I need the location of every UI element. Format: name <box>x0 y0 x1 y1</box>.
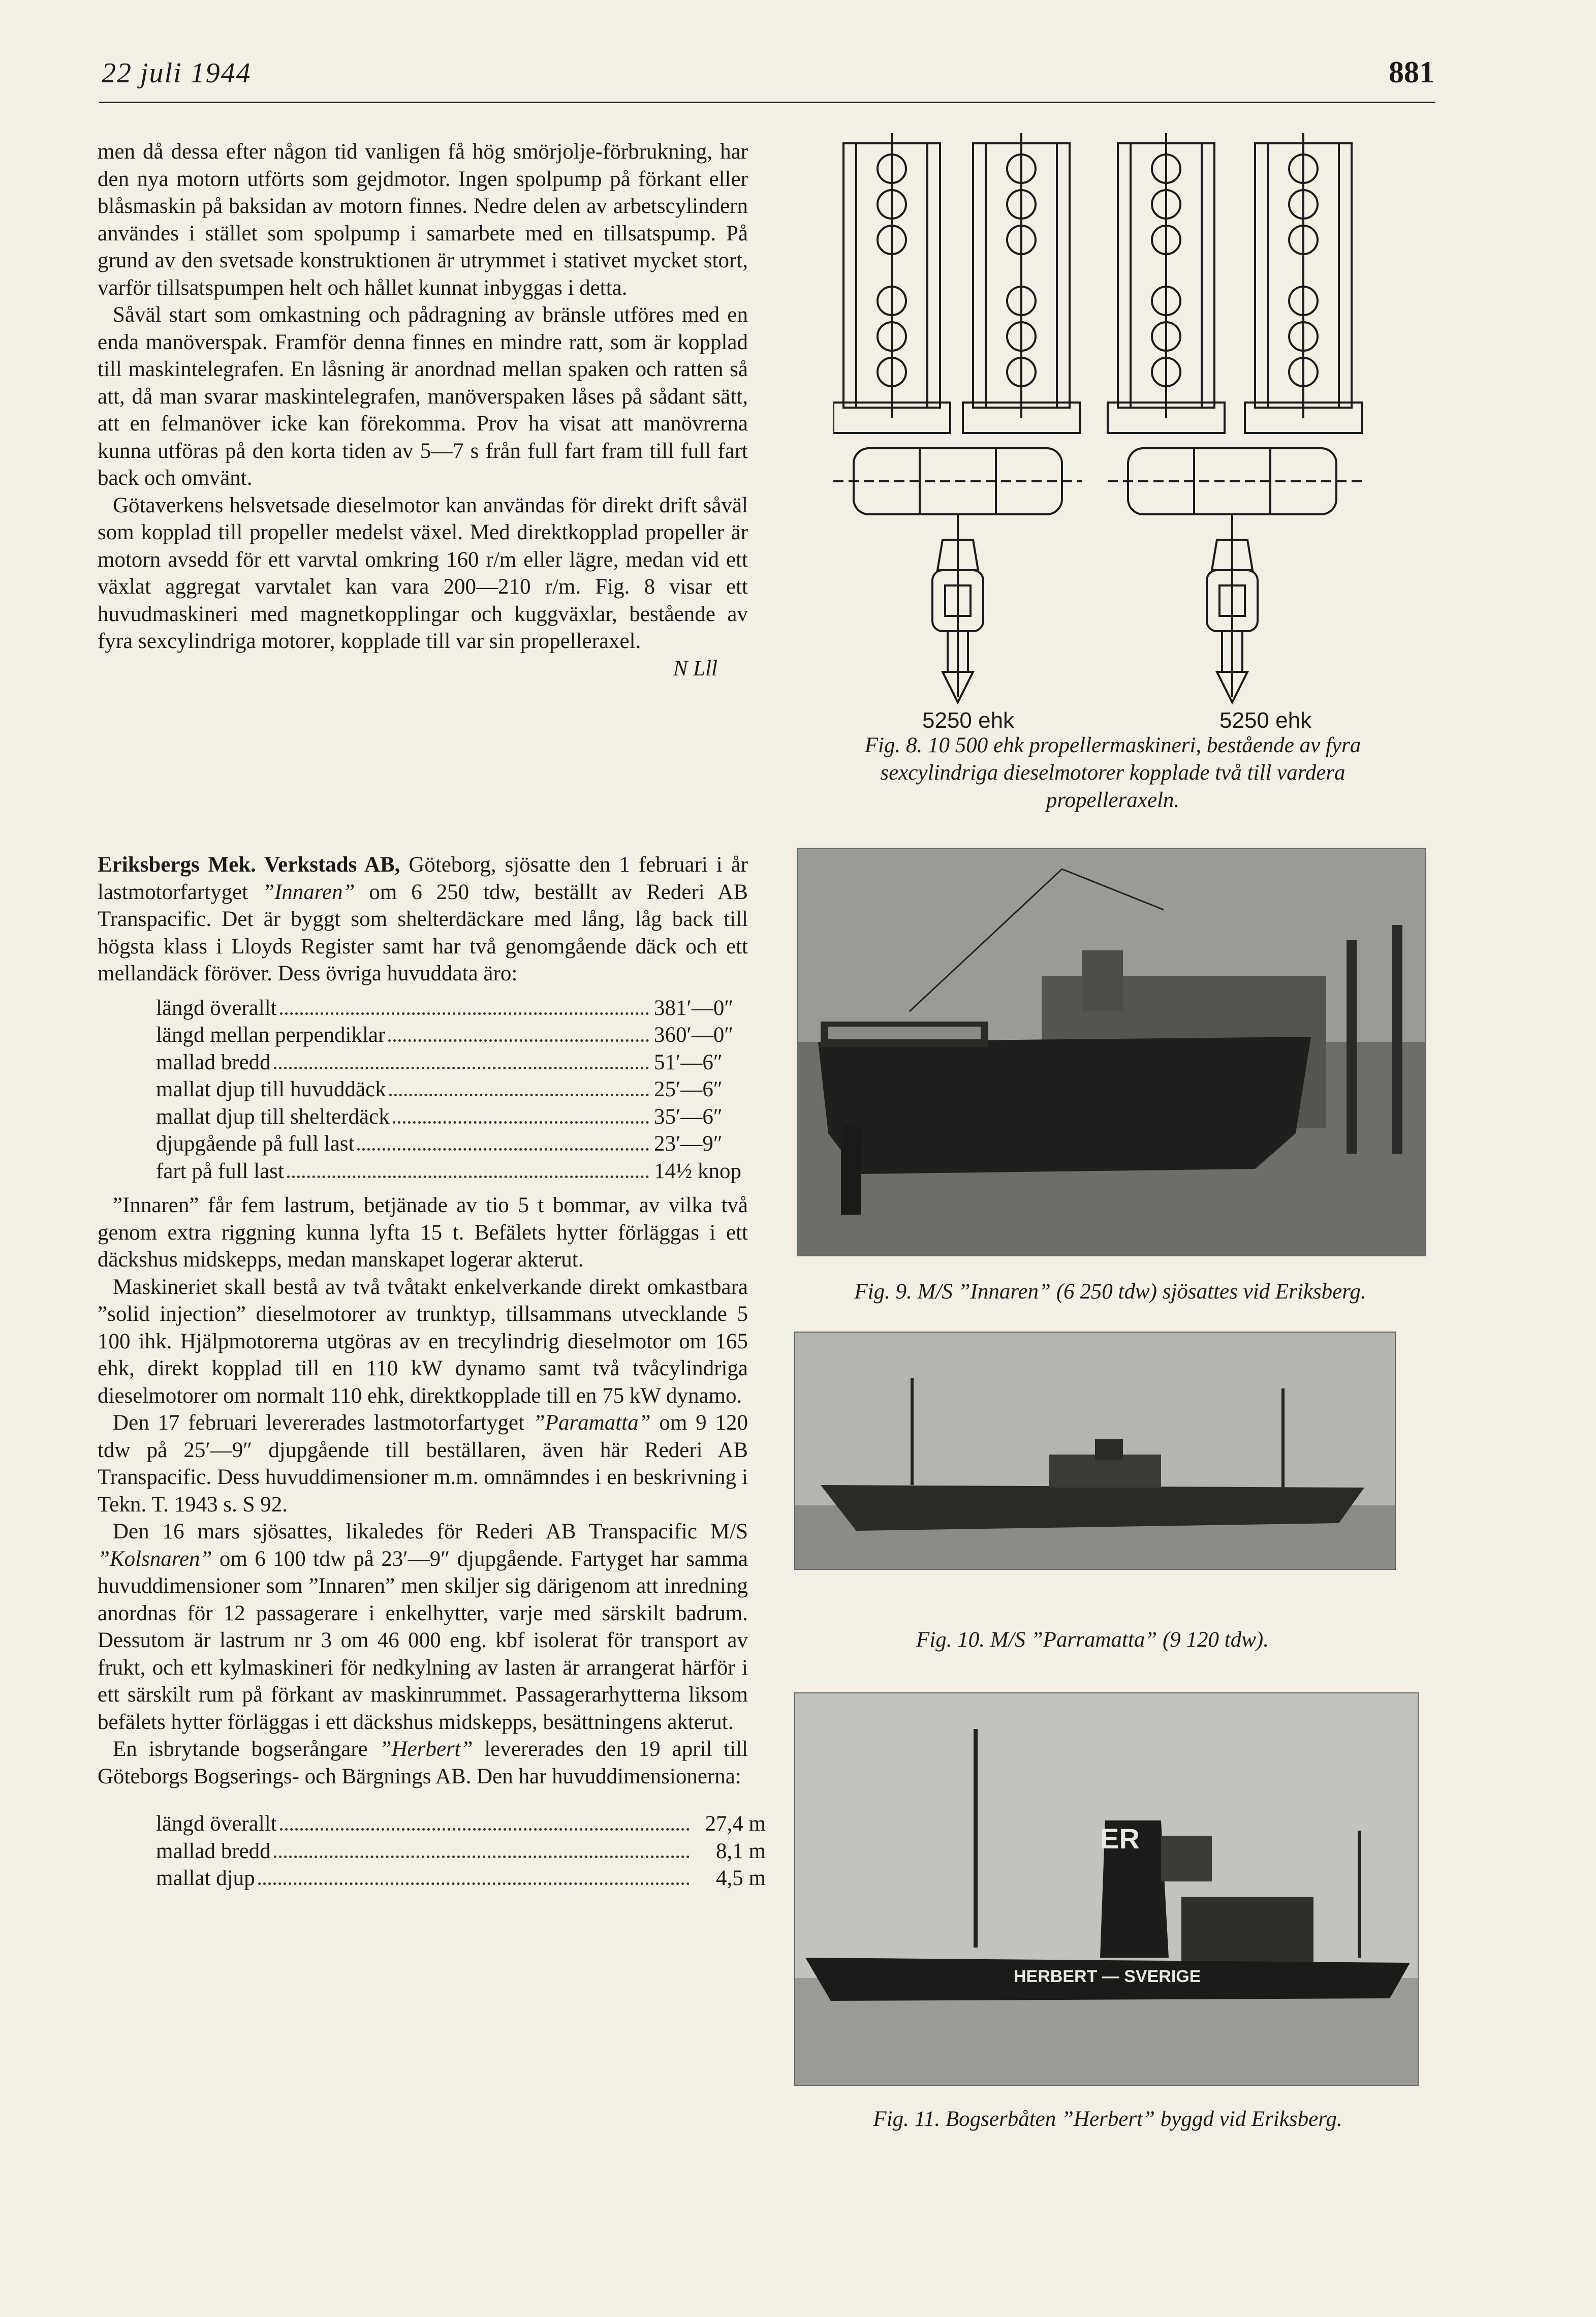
header-rule <box>99 102 1435 103</box>
ship-hull <box>821 1485 1364 1531</box>
engine-block <box>1108 133 1225 433</box>
dot-leader <box>389 1094 649 1096</box>
fig8-caption: Fig. 8. 10 500 ehk propellermaskineri, bestående av fyra sexcylindriga dieselmotorer kopplade två till vardera propelleraxeln. <box>864 733 1361 812</box>
paragraph <box>98 1518 748 1736</box>
article-column-bottom <box>98 851 766 1899</box>
engine-block <box>833 133 950 433</box>
ship-at-sea <box>795 1333 1395 1569</box>
text-run: En isbrytande bogserångare <box>113 1737 380 1761</box>
fig9-photo <box>797 848 1426 1256</box>
spec-value: 35′—6″ <box>654 1104 723 1129</box>
company-name: Eriksbergs Mek. Verkstads AB, <box>98 853 400 877</box>
spec-value: 4,5 m <box>716 1866 766 1890</box>
fig11-photo <box>794 1692 1419 2086</box>
spec-row <box>156 1076 771 1103</box>
spec-label: djupgående på full last <box>156 1132 355 1156</box>
spec-table-innaren <box>156 995 771 1185</box>
fig8-label-left: 5250 ehk <box>922 708 1015 733</box>
paragraph: men då dessa efter någon tid vanligen få hög smörjolje-förbrukning, har den nya motorn utförts som gejdmotor. Ingen spolpump på förkant eller blåsmaskin på baksidan av motorn finnes. Nedre delen av arbetscylindern användes i stället som spolpump i samarbete med en tillsatspump. På grund av den svetsade konstruktionen är utrymmet i stativet mycket stort, varför tillsatspumpen helt och hållet kunnat inbyggas i detta. <box>98 140 748 300</box>
spec-value: 23′—9″ <box>654 1132 723 1156</box>
fig10-photo <box>794 1332 1396 1570</box>
text-run: om 6 250 tdw, beställt av Rederi AB Transpacific. Det är byggt som shelterdäckare med lång, låg back till högsta klass i Lloyds Register samt har två genomgående däck och ett mellandäck föröver. Dess övriga huvuddata äro: <box>98 880 748 985</box>
spec-row <box>156 1158 771 1185</box>
propeller-shaft-left <box>932 514 983 702</box>
paragraph <box>98 1736 748 1790</box>
text-run: Göteborg, sjösatte den 1 februari i år lastmotorfartyget <box>98 853 748 904</box>
spec-value: 8,1 m <box>716 1839 766 1863</box>
ship-hull <box>818 1037 1311 1174</box>
spec-label: mallat djup till huvuddäck <box>156 1077 386 1101</box>
spec-value: 27,4 m <box>705 1812 766 1836</box>
paragraph: Maskineriet skall bestå av två tvåtakt enkelverkande direkt omkastbara ”solid injection” dieselmotorer av trunktyp, tillsammans utvecklande 5 100 ihk. Hjälpmotorerna utgöras av en trecylindrig dieselmotor om 165 ehk, direkt kopplad till en 110 kW dynamo samt två tvåcylindriga dieselmotorer om normalt 110 ehk, direktkopplade till en 75 kW dynamo. <box>98 1275 748 1408</box>
paragraph: Götaverkens helsvetsade dieselmotor kan användas för direkt drift såväl som kopplad till propeller medelst växel. Med direktkopplad propeller är motorn avsedd för ett varvtal omkring 160 r/m eller lägre, medan vid ett växlat aggregat varvtalet kan vara 200—210 r/m. Fig. 8 visar ett huvudmaskineri med magnetkopplingar och kuggväxlar, bestående av fyra sexcylindriga motorer, kopplade till var sin propelleraxel. <box>98 493 748 653</box>
gearbox-right <box>1108 448 1367 514</box>
ship-name: ”Paramatta” <box>533 1411 651 1435</box>
spec-label: längd överallt <box>156 996 277 1020</box>
paragraph <box>98 1409 748 1518</box>
dot-leader <box>258 1882 690 1885</box>
launch-scene <box>798 849 1425 1255</box>
spec-label: mallad bredd <box>156 1050 271 1074</box>
text-run: om 6 100 tdw på 23′—9″ djupgående. Fartyget har samma huvuddimensioner som ”Innaren” men skiljer sig därigenom att inredning anordnas för 12 passagerare i enkelhytter, varje med särskilt badrum. Dessutom är lastrum nr 3 om 46 000 eng. kbf isolerat för transport av frukt, och ett kylmaskineri för nedkylning av lasten är arrangerat härför i ett särskilt rum på förkant av maskinrummet. Passagerarhytterna liksom befälets hytter förläggas i ett däckshus midskepps, besättningens akterut. <box>98 1547 748 1734</box>
funnel-lettering: ER <box>1100 1822 1140 1855</box>
spec-label: fart på full last <box>156 1159 284 1183</box>
spec-row <box>156 1865 766 1892</box>
fig10-caption: Fig. 10. M/S ”Parramatta” (9 120 tdw). <box>916 1628 1269 1652</box>
dot-leader <box>393 1121 649 1124</box>
engine-block <box>1245 133 1362 433</box>
paragraph: Såväl start som omkastning och pådragning av bränsle utföres med en enda manöverspak. Framför denna finnes en mindre ratt, som är kopplad till maskintelegrafen. En låsning är anordnad mellan spaken och ratten så att, då man svarar maskintelegrafen, manöverspaken låses på sådant sätt, att en felmanöver icke kan förekomma. Prov ha visat att manövrerna kunna utföras på den korta tiden av 5—7 s från full fart fram till full fart back och omvänt. <box>98 303 748 490</box>
dot-leader <box>274 1856 690 1858</box>
engine-block <box>963 133 1080 433</box>
spec-value: 381′—0″ <box>654 996 734 1020</box>
spec-row <box>156 995 771 1022</box>
fig8-label-right: 5250 ehk <box>1219 708 1312 733</box>
propeller-machinery-diagram <box>833 133 1387 733</box>
propeller-shaft-right <box>1207 514 1258 702</box>
fig9-caption: Fig. 9. M/S ”Innaren” (6 250 tdw) sjösattes vid Eriksberg. <box>854 1280 1366 1304</box>
gearbox-left <box>833 448 1082 514</box>
spec-row <box>156 1810 766 1838</box>
paragraph: ”Innaren” får fem lastrum, betjänade av tio 5 t bommar, av vilka två genom extra riggning kunna lyfta 15 t. Befälets hytter förläggas i ett däckshus midskepps, medan manskapet logerar akterut. <box>98 1193 748 1272</box>
author-signature: N Lll <box>673 656 717 681</box>
page-number: 881 <box>1389 55 1434 89</box>
spec-label: mallat djup till shelterdäck <box>156 1104 390 1129</box>
hull-lettering: HERBERT — SVERIGE <box>1014 1967 1201 1986</box>
spec-label: mallat djup <box>156 1866 255 1890</box>
ship-name: ”Herbert” <box>379 1737 473 1761</box>
text-run: levererades den 19 april till Göteborgs Bogserings- och Bärgnings AB. Den har huvuddimensionerna: <box>98 1737 748 1788</box>
spec-value: 51′—6″ <box>654 1050 723 1074</box>
spec-label: längd mellan perpendiklar <box>156 1023 386 1047</box>
ship-name: ”Kolsnaren” <box>98 1547 212 1571</box>
spec-value: 360′—0″ <box>654 1023 734 1047</box>
dot-leader <box>274 1067 649 1069</box>
spec-table-herbert <box>156 1810 766 1892</box>
dot-leader <box>280 1828 690 1831</box>
spec-row <box>156 1103 771 1131</box>
tugboat-scene <box>795 1693 1418 2085</box>
page-date: 22 juli 1944 <box>102 57 252 89</box>
dot-leader <box>287 1176 649 1178</box>
fig8-engine-drawing <box>833 133 1387 733</box>
spec-row <box>156 1838 766 1865</box>
spec-row <box>156 1130 771 1158</box>
spec-row <box>156 1022 771 1049</box>
text-run: Den 17 februari levererades lastmotorfartyget <box>113 1411 533 1435</box>
spec-label: mallad bredd <box>156 1839 271 1863</box>
paragraph <box>98 851 748 987</box>
spec-value: 14½ knop <box>654 1159 741 1183</box>
spec-value: 25′—6″ <box>654 1077 723 1101</box>
spec-row <box>156 1049 771 1076</box>
fig11-caption: Fig. 11. Bogserbåten ”Herbert” byggd vid Eriksberg. <box>873 2107 1342 2131</box>
article-column-top <box>98 138 748 682</box>
dot-leader <box>280 1012 649 1015</box>
spec-label: längd överallt <box>156 1812 277 1836</box>
text-run: om 9 120 tdw på 25′—9″ djupgående till beställaren, även här Rederi AB Transpacific. Dess huvuddimensioner m.m. omnämndes i en beskrivning i Tekn. T. 1943 s. S 92. <box>98 1411 748 1517</box>
dot-leader <box>357 1148 649 1151</box>
text-run: Den 16 mars sjösattes, likaledes för Rederi AB Transpacific M/S <box>113 1520 748 1543</box>
dot-leader <box>388 1039 649 1042</box>
ship-name: ”Innaren” <box>262 880 355 904</box>
